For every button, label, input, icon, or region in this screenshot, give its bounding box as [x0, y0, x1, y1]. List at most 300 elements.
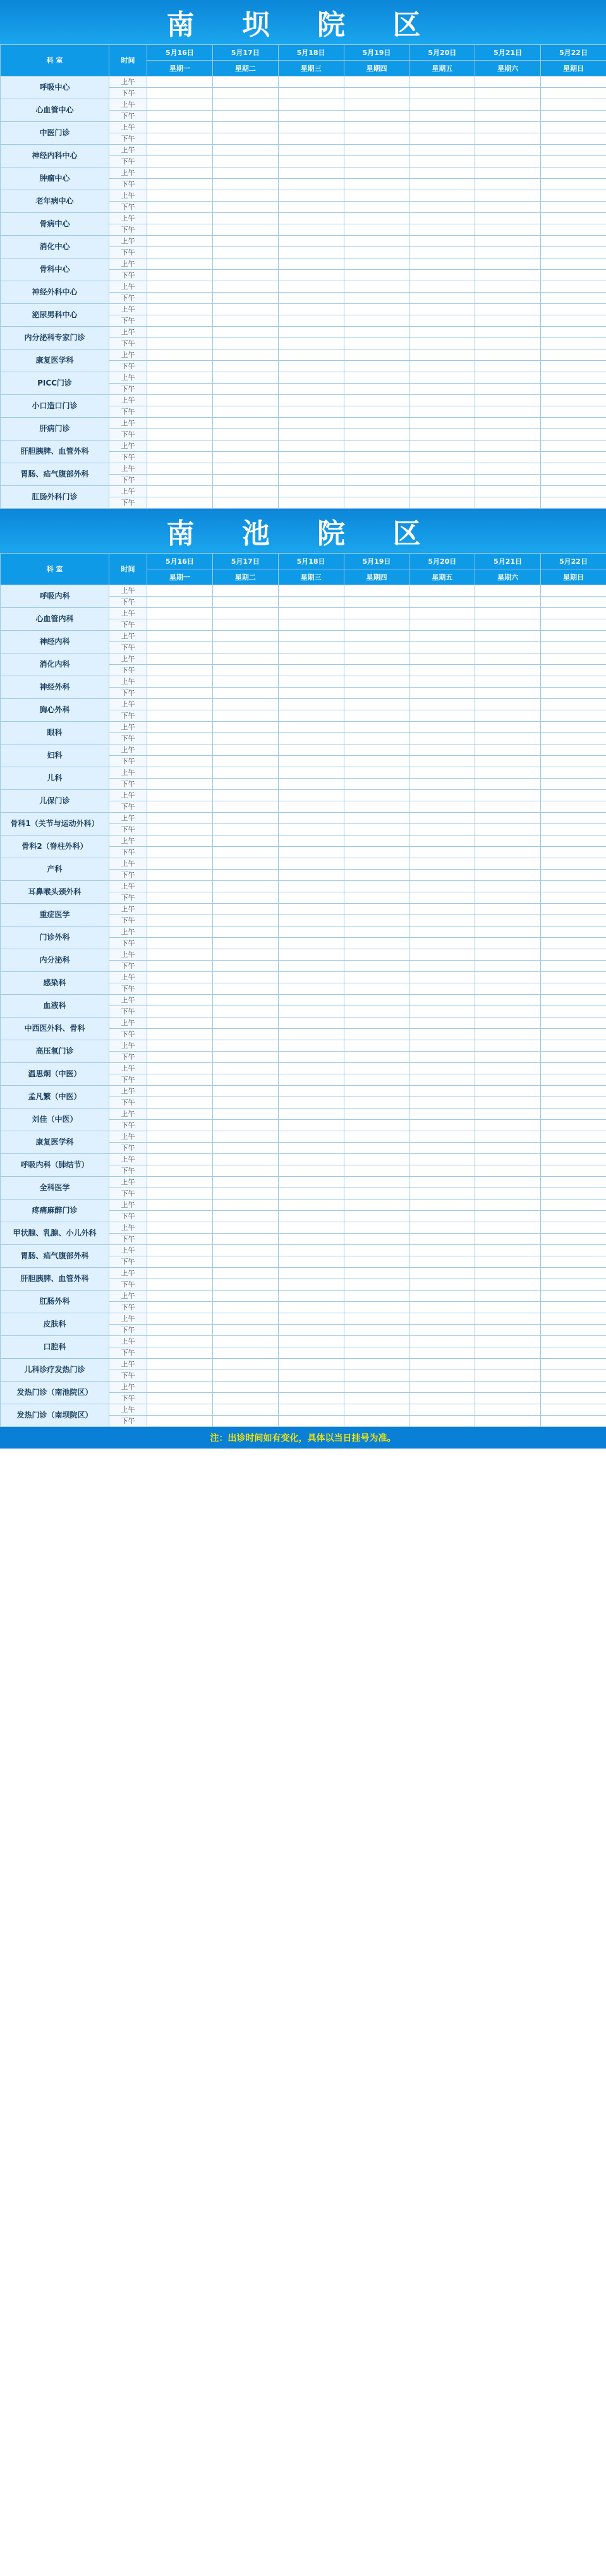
doctor-cell: [212, 452, 278, 463]
doctor-cell: [409, 418, 475, 429]
doctor-cell: [147, 111, 213, 122]
schedule-row: [1, 145, 606, 156]
period-cell: 下午: [109, 1165, 147, 1177]
schedule-row: [1, 790, 606, 801]
doctor-cell: [344, 1200, 409, 1211]
doctor-cell: [278, 972, 344, 983]
doctor-cell: [147, 904, 213, 915]
doctor-cell: [344, 972, 409, 983]
period-cell: 上午: [109, 258, 147, 270]
doctor-cell: [147, 699, 213, 710]
doctor-cell: [409, 653, 475, 665]
doctor-cell: [541, 983, 606, 995]
doctor-cell: [541, 915, 606, 927]
doctor-cell: [541, 1279, 606, 1291]
period-cell: 上午: [109, 1109, 147, 1120]
doctor-cell: [541, 949, 606, 961]
date-header: 5月17日: [212, 45, 278, 61]
doctor-cell: [344, 1109, 409, 1120]
doctor-cell: [278, 213, 344, 224]
doctor-cell: [278, 1120, 344, 1131]
doctor-cell: [278, 486, 344, 497]
weekday-header: 星期一: [147, 569, 213, 585]
doctor-cell: [409, 801, 475, 813]
doctor-cell: [541, 281, 606, 293]
period-cell: 上午: [109, 349, 147, 361]
doctor-cell: [147, 372, 213, 384]
dept-cell: 内分泌科专家门诊: [1, 327, 109, 349]
doctor-cell: [147, 847, 213, 858]
schedule-row: [1, 1063, 606, 1074]
doctor-cell: [409, 972, 475, 983]
schedule-row: [1, 835, 606, 847]
period-cell: 上午: [109, 1245, 147, 1256]
doctor-cell: [475, 145, 541, 156]
doctor-cell: [278, 281, 344, 293]
doctor-cell: [344, 1052, 409, 1063]
weekday-header: 星期二: [212, 569, 278, 585]
period-cell: 下午: [109, 452, 147, 463]
period-cell: 下午: [109, 892, 147, 904]
doctor-cell: [278, 372, 344, 384]
doctor-cell: [147, 1279, 213, 1291]
period-cell: 下午: [109, 293, 147, 304]
date-header: 5月22日: [541, 45, 606, 61]
doctor-cell: [147, 938, 213, 949]
doctor-cell: [278, 983, 344, 995]
period-cell: 下午: [109, 756, 147, 767]
schedule-row: [1, 699, 606, 710]
doctor-cell: [147, 418, 213, 429]
doctor-cell: [541, 1086, 606, 1097]
doctor-cell: [212, 418, 278, 429]
doctor-cell: [278, 756, 344, 767]
doctor-cell: [541, 835, 606, 847]
doctor-cell: [475, 892, 541, 904]
doctor-cell: [475, 995, 541, 1006]
doctor-cell: [475, 676, 541, 688]
doctor-cell: [409, 111, 475, 122]
doctor-cell: [475, 938, 541, 949]
date-header: 5月20日: [409, 45, 475, 61]
doctor-cell: [147, 133, 213, 145]
doctor-cell: [344, 236, 409, 247]
doctor-cell: [147, 915, 213, 927]
doctor-cell: [475, 133, 541, 145]
doctor-cell: [541, 1245, 606, 1256]
doctor-cell: [541, 270, 606, 281]
doctor-cell: [344, 779, 409, 790]
schedule-row: [1, 76, 606, 88]
doctor-cell: [212, 179, 278, 190]
doctor-cell: [475, 744, 541, 756]
doctor-cell: [409, 1291, 475, 1302]
doctor-cell: [475, 1188, 541, 1200]
doctor-cell: [475, 813, 541, 824]
doctor-cell: [475, 361, 541, 372]
doctor-cell: [212, 938, 278, 949]
doctor-cell: [147, 1347, 213, 1359]
period-cell: 下午: [109, 961, 147, 972]
doctor-cell: [475, 1404, 541, 1416]
doctor-cell: [541, 88, 606, 99]
doctor-cell: [475, 904, 541, 915]
doctor-cell: [344, 395, 409, 406]
doctor-cell: [344, 1404, 409, 1416]
dept-cell: 小口造口门诊: [1, 395, 109, 418]
doctor-cell: [344, 418, 409, 429]
doctor-cell: [541, 167, 606, 179]
doctor-cell: [344, 904, 409, 915]
doctor-cell: [278, 429, 344, 440]
doctor-cell: [278, 338, 344, 349]
doctor-cell: [541, 384, 606, 395]
doctor-cell: [541, 961, 606, 972]
doctor-cell: [409, 429, 475, 440]
doctor-cell: [409, 1393, 475, 1404]
doctor-cell: [541, 1029, 606, 1040]
doctor-cell: [475, 1370, 541, 1382]
doctor-cell: [344, 99, 409, 111]
doctor-cell: [475, 418, 541, 429]
date-header: 5月16日: [147, 45, 213, 61]
time-header: 时间: [109, 554, 147, 585]
doctor-cell: [147, 1291, 213, 1302]
doctor-cell: [541, 76, 606, 88]
doctor-cell: [147, 608, 213, 619]
doctor-cell: [147, 1382, 213, 1393]
doctor-cell: [278, 597, 344, 608]
doctor-cell: [409, 1040, 475, 1052]
doctor-cell: [475, 983, 541, 995]
doctor-cell: [212, 293, 278, 304]
doctor-cell: [541, 1040, 606, 1052]
doctor-cell: [278, 1165, 344, 1177]
doctor-cell: [475, 247, 541, 258]
doctor-cell: [475, 665, 541, 676]
doctor-cell: [541, 676, 606, 688]
doctor-cell: [541, 1234, 606, 1245]
doctor-cell: [147, 122, 213, 133]
weekday-header: 星期六: [475, 569, 541, 585]
dept-cell: 消化内科: [1, 653, 109, 676]
doctor-cell: [278, 497, 344, 509]
doctor-cell: [278, 111, 344, 122]
doctor-cell: [344, 801, 409, 813]
doctor-cell: [278, 133, 344, 145]
doctor-cell: [409, 384, 475, 395]
doctor-cell: [278, 608, 344, 619]
doctor-cell: [541, 1143, 606, 1154]
period-cell: 下午: [109, 156, 147, 167]
period-cell: 上午: [109, 1336, 147, 1347]
doctor-cell: [409, 756, 475, 767]
period-cell: 下午: [109, 361, 147, 372]
doctor-cell: [278, 202, 344, 213]
doctor-cell: [409, 372, 475, 384]
doctor-cell: [409, 1018, 475, 1029]
period-cell: 下午: [109, 1097, 147, 1109]
doctor-cell: [147, 767, 213, 779]
doctor-cell: [344, 1086, 409, 1097]
doctor-cell: [147, 156, 213, 167]
doctor-cell: [278, 1040, 344, 1052]
doctor-cell: [475, 824, 541, 835]
doctor-cell: [278, 631, 344, 642]
doctor-cell: [278, 224, 344, 236]
doctor-cell: [344, 463, 409, 475]
doctor-cell: [278, 1143, 344, 1154]
schedule-row: [1, 236, 606, 247]
doctor-cell: [541, 744, 606, 756]
period-cell: 下午: [109, 1416, 147, 1427]
doctor-cell: [147, 733, 213, 744]
weekday-header: 星期五: [409, 61, 475, 76]
doctor-cell: [147, 835, 213, 847]
period-cell: 上午: [109, 653, 147, 665]
doctor-cell: [147, 406, 213, 418]
doctor-cell: [344, 1370, 409, 1382]
dept-cell: 肝病门诊: [1, 418, 109, 440]
schedule-row: [1, 676, 606, 688]
doctor-cell: [212, 1120, 278, 1131]
doctor-cell: [278, 1177, 344, 1188]
doctor-cell: [475, 1291, 541, 1302]
doctor-cell: [344, 1222, 409, 1234]
doctor-cell: [475, 847, 541, 858]
doctor-cell: [212, 122, 278, 133]
dept-cell: 神经内科: [1, 631, 109, 653]
doctor-cell: [212, 835, 278, 847]
dept-cell: 康复医学科: [1, 1131, 109, 1154]
doctor-cell: [278, 1370, 344, 1382]
period-cell: 下午: [109, 475, 147, 486]
dept-cell: 口腔科: [1, 1336, 109, 1359]
doctor-cell: [409, 813, 475, 824]
doctor-cell: [212, 983, 278, 995]
period-cell: 上午: [109, 1268, 147, 1279]
doctor-cell: [541, 475, 606, 486]
doctor-cell: [344, 1416, 409, 1427]
dept-cell: 泌尿男科中心: [1, 304, 109, 327]
doctor-cell: [147, 1188, 213, 1200]
doctor-cell: [278, 463, 344, 475]
doctor-cell: [409, 395, 475, 406]
period-cell: 上午: [109, 790, 147, 801]
doctor-cell: [212, 813, 278, 824]
doctor-cell: [344, 1165, 409, 1177]
doctor-cell: [344, 699, 409, 710]
doctor-cell: [278, 915, 344, 927]
doctor-cell: [541, 1325, 606, 1336]
doctor-cell: [278, 418, 344, 429]
doctor-cell: [541, 258, 606, 270]
period-cell: 上午: [109, 1131, 147, 1143]
period-cell: 上午: [109, 972, 147, 983]
doctor-cell: [278, 1097, 344, 1109]
doctor-cell: [212, 1188, 278, 1200]
doctor-cell: [212, 406, 278, 418]
doctor-cell: [278, 315, 344, 327]
doctor-cell: [147, 395, 213, 406]
doctor-cell: [541, 429, 606, 440]
doctor-cell: [147, 179, 213, 190]
doctor-cell: [409, 497, 475, 509]
dept-cell: 儿科诊疗发热门诊: [1, 1359, 109, 1382]
doctor-cell: [212, 133, 278, 145]
period-cell: 上午: [109, 304, 147, 315]
doctor-cell: [541, 1131, 606, 1143]
doctor-cell: [212, 915, 278, 927]
doctor-cell: [475, 1359, 541, 1370]
doctor-cell: [409, 167, 475, 179]
doctor-cell: [212, 202, 278, 213]
doctor-cell: [541, 1302, 606, 1313]
schedule-row: [1, 1154, 606, 1165]
doctor-cell: [409, 676, 475, 688]
doctor-cell: [278, 384, 344, 395]
doctor-cell: [344, 497, 409, 509]
doctor-cell: [475, 167, 541, 179]
doctor-cell: [212, 1234, 278, 1245]
schedule-row: [1, 327, 606, 338]
period-cell: 上午: [109, 858, 147, 870]
doctor-cell: [212, 972, 278, 983]
period-cell: 上午: [109, 486, 147, 497]
doctor-cell: [212, 1052, 278, 1063]
doctor-cell: [541, 190, 606, 202]
doctor-cell: [344, 1097, 409, 1109]
doctor-cell: [212, 995, 278, 1006]
period-cell: 下午: [109, 619, 147, 631]
doctor-cell: [147, 145, 213, 156]
dept-cell: 耳鼻喉头颈外科: [1, 881, 109, 904]
doctor-cell: [344, 1006, 409, 1018]
doctor-cell: [212, 619, 278, 631]
doctor-cell: [409, 1052, 475, 1063]
doctor-cell: [147, 1154, 213, 1165]
doctor-cell: [278, 1245, 344, 1256]
doctor-cell: [212, 167, 278, 179]
doctor-cell: [212, 1154, 278, 1165]
doctor-cell: [475, 156, 541, 167]
doctor-cell: [409, 961, 475, 972]
period-cell: 下午: [109, 1279, 147, 1291]
date-header: 5月21日: [475, 554, 541, 569]
doctor-cell: [541, 1052, 606, 1063]
doctor-cell: [541, 927, 606, 938]
period-cell: 上午: [109, 1018, 147, 1029]
dept-cell: 肝胆胰脾、血管外科: [1, 440, 109, 463]
doctor-cell: [212, 1074, 278, 1086]
doctor-cell: [278, 247, 344, 258]
doctor-cell: [278, 676, 344, 688]
doctor-cell: [409, 179, 475, 190]
doctor-cell: [212, 767, 278, 779]
doctor-cell: [278, 892, 344, 904]
doctor-cell: [344, 202, 409, 213]
doctor-cell: [344, 1018, 409, 1029]
doctor-cell: [409, 1313, 475, 1325]
dept-cell: 发热门诊（南坝院区）: [1, 1404, 109, 1427]
doctor-cell: [278, 1200, 344, 1211]
doctor-cell: [475, 236, 541, 247]
period-cell: 上午: [109, 1382, 147, 1393]
doctor-cell: [147, 1245, 213, 1256]
period-cell: 下午: [109, 406, 147, 418]
doctor-cell: [409, 1188, 475, 1200]
doctor-cell: [147, 949, 213, 961]
period-cell: 下午: [109, 1325, 147, 1336]
period-cell: 上午: [109, 699, 147, 710]
doctor-cell: [147, 1325, 213, 1336]
doctor-cell: [475, 202, 541, 213]
period-cell: 下午: [109, 597, 147, 608]
doctor-cell: [278, 699, 344, 710]
doctor-cell: [344, 642, 409, 653]
doctor-cell: [147, 1302, 213, 1313]
doctor-cell: [475, 190, 541, 202]
doctor-cell: [541, 1416, 606, 1427]
period-cell: 上午: [109, 1313, 147, 1325]
north-section: [0, 0, 606, 509]
doctor-cell: [147, 927, 213, 938]
doctor-cell: [212, 190, 278, 202]
doctor-cell: [147, 870, 213, 881]
period-cell: 上午: [109, 122, 147, 133]
doctor-cell: [541, 756, 606, 767]
doctor-cell: [147, 76, 213, 88]
doctor-cell: [212, 281, 278, 293]
doctor-cell: [344, 949, 409, 961]
doctor-cell: [212, 1006, 278, 1018]
dept-cell: 高压氧门诊: [1, 1040, 109, 1063]
doctor-cell: [344, 338, 409, 349]
doctor-cell: [344, 270, 409, 281]
doctor-cell: [344, 475, 409, 486]
doctor-cell: [212, 1200, 278, 1211]
doctor-cell: [475, 1347, 541, 1359]
doctor-cell: [147, 1416, 213, 1427]
doctor-cell: [344, 213, 409, 224]
doctor-cell: [541, 372, 606, 384]
doctor-cell: [409, 99, 475, 111]
dept-cell: 骨科中心: [1, 258, 109, 281]
doctor-cell: [147, 452, 213, 463]
period-cell: 下午: [109, 1302, 147, 1313]
doctor-cell: [541, 293, 606, 304]
doctor-cell: [344, 1040, 409, 1052]
doctor-cell: [409, 1234, 475, 1245]
doctor-cell: [147, 1109, 213, 1120]
doctor-cell: [344, 111, 409, 122]
doctor-cell: [147, 167, 213, 179]
doctor-cell: [475, 327, 541, 338]
schedule-row: [1, 972, 606, 983]
doctor-cell: [147, 293, 213, 304]
doctor-cell: [344, 676, 409, 688]
doctor-cell: [475, 756, 541, 767]
doctor-cell: [344, 452, 409, 463]
doctor-cell: [409, 1347, 475, 1359]
period-cell: 下午: [109, 779, 147, 790]
doctor-cell: [475, 688, 541, 699]
doctor-cell: [409, 452, 475, 463]
dept-cell: 神经外科: [1, 676, 109, 699]
schedule-row: [1, 1268, 606, 1279]
doctor-cell: [541, 1313, 606, 1325]
doctor-cell: [344, 835, 409, 847]
